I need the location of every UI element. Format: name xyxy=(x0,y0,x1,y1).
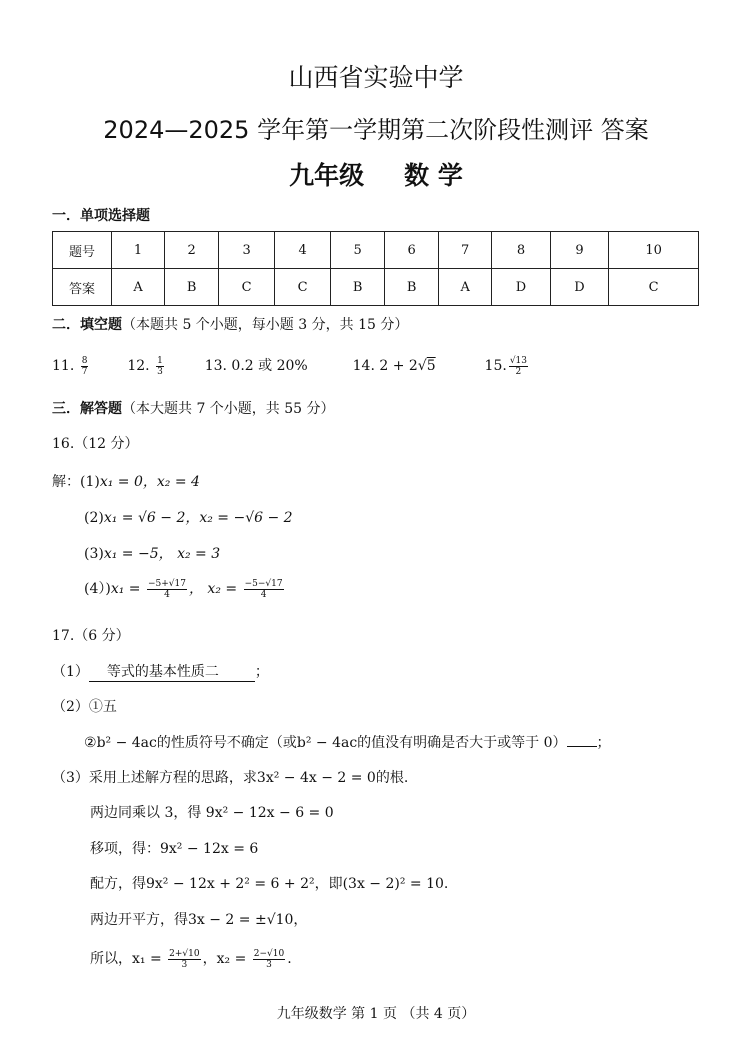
q16-l2-math: x₁ = √6 − 2，x₂ = −√6 − 2 xyxy=(103,510,293,526)
fraction-numerator: 2+√10 xyxy=(169,948,200,959)
q16-l1-label: 解：(1) xyxy=(52,474,100,490)
fraction-numerator: 1 xyxy=(157,355,163,366)
table-cell: C xyxy=(219,269,275,306)
q12-fraction xyxy=(156,356,164,377)
grade-label: 九年级 xyxy=(289,161,365,190)
q17-header: 17.（6 分） xyxy=(52,628,130,644)
fraction-denominator: 3 xyxy=(181,959,188,970)
q16-l2-label: (2) xyxy=(84,510,104,526)
q16-line-4 xyxy=(84,578,286,600)
q16-l4-label: (4）) xyxy=(84,581,111,597)
q17-p2b-text: b² − 4ac的性质符号不确定（或b² − 4ac的值没有明确是否大于或等于 0） xyxy=(96,735,567,751)
page-footer: 九年级数学 第 1 页 （共 4 页） xyxy=(276,1006,476,1022)
fill-in-answers xyxy=(52,355,530,377)
q17-part2-a: （2）①五 xyxy=(52,699,117,715)
q17-s5-x1: 所以，x₁ = xyxy=(90,951,167,967)
q14-radicand: 5 xyxy=(426,358,436,374)
q14-answer xyxy=(353,358,436,374)
q16-line-3 xyxy=(84,543,220,563)
q17-step-4: 两边开平方，得3x − 2 = ±√10， xyxy=(90,912,308,928)
q15-fraction xyxy=(509,356,528,377)
q13-answer: 13. 0.2 或 20% xyxy=(204,358,308,374)
q12-label: 12. xyxy=(127,358,150,374)
q16-l1-math: x₁ = 0，x₂ = 4 xyxy=(99,474,200,490)
table-cell: A xyxy=(112,269,165,306)
q17-p2b-end: ； xyxy=(596,735,611,751)
table-cell: B xyxy=(385,269,439,306)
table-cell: 9 xyxy=(550,232,608,269)
fraction-numerator: √13 xyxy=(509,355,527,366)
q16-header: 16.（12 分） xyxy=(52,436,139,452)
subject-label: 数 学 xyxy=(404,161,463,190)
q17-part1 xyxy=(52,661,269,682)
answer-table xyxy=(52,231,699,306)
fraction-denominator: 3 xyxy=(266,959,272,970)
table-cell: 2 xyxy=(165,232,219,269)
section2-title: 二．填空题 xyxy=(52,317,122,333)
fraction-numerator: 8 xyxy=(81,355,88,366)
q17-s5-frac-a xyxy=(168,949,200,970)
section2-note: （本题共 5 个小题，每小题 3 分，共 15 分） xyxy=(122,317,409,333)
q11-label: 11. xyxy=(52,358,75,374)
sqrt-symbol: √ xyxy=(417,358,427,374)
fraction-denominator: 4 xyxy=(260,589,267,600)
q17-s5-x2: ，x₂ = xyxy=(202,951,251,967)
q17-step-1: 两边同乘以 3，得 9x² − 12x − 6 = 0 xyxy=(90,805,334,821)
q16-l3-math: x₁ = −5， x₂ = 3 xyxy=(103,546,221,562)
section3-heading xyxy=(52,398,335,418)
table-row xyxy=(53,232,699,269)
table-cell: B xyxy=(331,269,385,306)
table-row-label: 题号 xyxy=(53,232,112,269)
table-cell: A xyxy=(439,269,492,306)
fraction-numerator: −5−√17 xyxy=(244,578,283,589)
q14-prefix: 14. 2 + 2 xyxy=(352,358,418,374)
table-cell: 8 xyxy=(492,232,550,269)
table-cell: D xyxy=(492,269,550,306)
q17-p1-end: ； xyxy=(254,664,269,680)
fraction-denominator: 7 xyxy=(81,366,88,377)
q17-step-2: 移项，得：9x² − 12x = 6 xyxy=(90,841,259,857)
table-cell: B xyxy=(165,269,219,306)
section1-heading xyxy=(52,205,150,225)
q16-l3-label: (3) xyxy=(84,546,104,562)
section2-heading xyxy=(52,314,408,334)
table-cell: 10 xyxy=(609,232,699,269)
q17-p1-answer: 等式的基本性质二 xyxy=(89,661,255,682)
exam-title: 2024—2025 学年第一学期第二次阶段性测评 答案 xyxy=(103,116,649,144)
q17-step-3: 配方，得9x² − 12x + 2² = 6 + 2²，即(3x − 2)² = 10. xyxy=(90,876,449,892)
table-cell: C xyxy=(275,269,331,306)
q17-s5-frac-b xyxy=(253,949,285,970)
q16-line-2 xyxy=(84,507,293,527)
q16-l4-x2: ， x₂ = xyxy=(188,581,242,597)
q16-l4-frac-b xyxy=(244,579,284,600)
table-cell: D xyxy=(550,269,608,306)
table-cell: 5 xyxy=(331,232,385,269)
table-row xyxy=(53,269,699,306)
q17-part3: （3）采用上述解方程的思路，求3x² − 4x − 2 = 0的根. xyxy=(52,770,409,786)
fraction-denominator: 2 xyxy=(515,366,522,377)
school-title: 山西省实验中学 xyxy=(288,63,464,92)
q17-p2b-mark: ② xyxy=(84,735,97,751)
q17-p1-label: （1） xyxy=(52,664,89,680)
q16-l4-frac-a xyxy=(147,579,187,600)
table-cell: 7 xyxy=(439,232,492,269)
table-cell: 3 xyxy=(219,232,275,269)
fraction-numerator: −5+√17 xyxy=(147,578,186,589)
q16-l4-x1: x₁ = xyxy=(110,581,145,597)
table-cell: C xyxy=(609,269,699,306)
fraction-denominator: 3 xyxy=(157,366,163,377)
grade-subject-title xyxy=(0,156,752,192)
answer-blank xyxy=(567,746,597,747)
q17-part2-b xyxy=(84,732,611,752)
table-cell: 1 xyxy=(112,232,165,269)
section3-note: （本大题共 7 个小题，共 55 分） xyxy=(122,401,335,417)
section1-title: 一．单项选择题 xyxy=(52,208,150,224)
fraction-numerator: 2−√10 xyxy=(253,948,285,959)
q15-label: 15. xyxy=(484,358,507,374)
q16-line-1 xyxy=(52,471,200,491)
table-row-label: 答案 xyxy=(53,269,112,306)
q17-step-5 xyxy=(90,948,292,970)
q17-s5-end: . xyxy=(287,951,292,967)
table-cell: 6 xyxy=(385,232,439,269)
table-cell: 4 xyxy=(275,232,331,269)
fraction-denominator: 4 xyxy=(164,589,170,600)
section3-title: 三．解答题 xyxy=(52,401,122,417)
q11-fraction xyxy=(81,356,89,377)
